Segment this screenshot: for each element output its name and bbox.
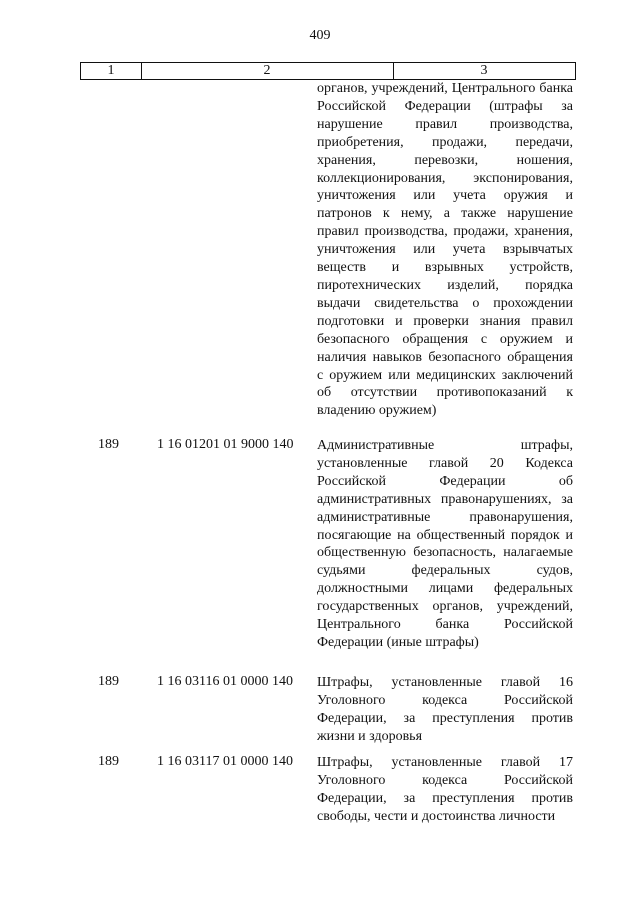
column-header-2: 2 [141,63,394,79]
row-kbk: 1 16 03117 01 0000 140 [157,754,293,769]
row-description: Штрафы, установленные главой 16 Уголовного кодекса Российской Федерации, за преступления против жизни и здоровья [317,675,573,744]
row-code: 189 [98,754,119,769]
page-number: 409 [309,28,331,43]
row-description: Штрафы, установленные главой 17 Уголовного кодекса Российской Федерации, за преступления против свободы, чести и достоинства личности [317,755,573,824]
column-header-1: 1 [81,63,142,79]
table-header-row [80,62,576,80]
column-header-3: 3 [480,63,488,78]
row-description: органов, учреждений, Центрального банка Российской Федерации (штрафы за нарушение правил производства, приобретения, продажи, передачи, хранения, перевозки, ношения, коллекционирования, экспонирования, уничтожения или учета оружия и патронов к нему, а также нарушение правил производства, продажи, хранения, уничтожения или учета взрывчатых веществ и взрывных устройств, пиротехнических изделий, порядка выдачи свидетельства о прохождении подготовки и проверки знания правил безопасного обращения с оружием и наличия навыков безопасного обращения с оружием или медицинских заключений об отсутствии противопоказаний к владению оружием) [317,81,573,419]
row-kbk: 1 16 01201 01 9000 140 [157,437,294,452]
row-code: 189 [98,674,119,689]
row-description: Административные штрафы, установленные главой 20 Кодекса Российской Федерации об административных правонарушениях, за административные правонарушения, посягающие на общественный порядок и общественную безопасность, налагаемые судьями федеральных судов, должностными лицами федеральных государственных органов, учреждений, Центрального банка Российской Федерации (иные штрафы) [317,438,573,650]
row-kbk: 1 16 03116 01 0000 140 [157,674,293,689]
row-code: 189 [98,437,119,452]
